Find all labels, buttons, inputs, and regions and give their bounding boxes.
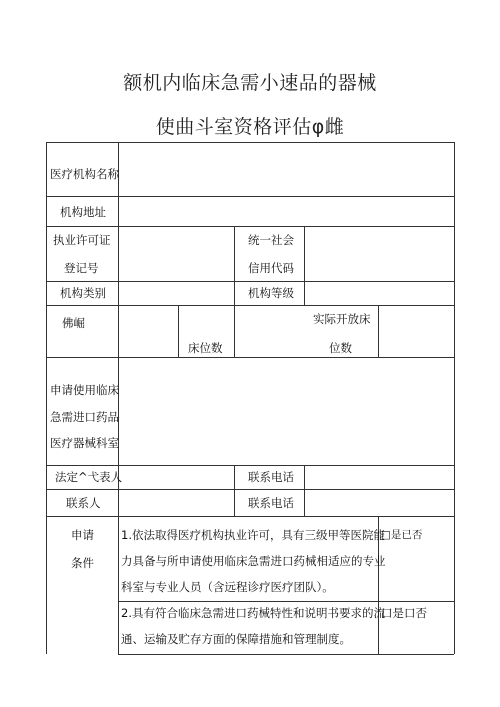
table-line: [304, 226, 305, 305]
table-line: [46, 305, 454, 306]
condition-1-line-1: 1.依法取得医疗机构执业许可，具有三级甲等医院能: [121, 528, 385, 542]
table-line: [46, 516, 454, 517]
open-beds-label-line-2: 位数: [329, 341, 352, 355]
org-name-label: 医疗机构名称: [50, 167, 119, 181]
conditions-label-line-2: 条件: [71, 556, 94, 570]
beds-label: 佛崛: [62, 316, 85, 330]
bed-count-label: 床位数: [188, 341, 223, 355]
phone-label-2: 联系电话: [248, 496, 294, 510]
table-line: [46, 142, 47, 654]
form-title-line-1: 额机内临床急需小速品的器械: [123, 72, 377, 94]
table-line: [46, 489, 454, 490]
table-line: [46, 226, 454, 227]
department-label-line-2: 急需进口药品: [50, 410, 119, 424]
table-line: [46, 196, 454, 197]
open-beds-label-line-1: 实际开放床: [313, 312, 371, 326]
department-label-line-1: 申请使用临床: [50, 383, 119, 397]
legal-rep-label: 法定^弋表人: [55, 470, 123, 484]
conditions-label-line-1: 申请: [71, 528, 94, 542]
condition-2-choice[interactable]: 口是口否: [381, 606, 427, 620]
table-line: [234, 465, 235, 516]
table-line: [454, 142, 455, 654]
credit-code-label-line-1: 统一社会: [248, 233, 294, 247]
table-line: [46, 357, 454, 358]
department-label-line-3: 医疗器械科室: [50, 436, 119, 450]
table-line: [178, 305, 179, 357]
condition-1-choice[interactable]: □是已否: [381, 529, 423, 541]
contact-label: 联系人: [66, 496, 101, 510]
org-address-label: 机构地址: [60, 205, 106, 219]
table-line: [46, 465, 454, 466]
credit-code-label-line-2: 信用代码: [248, 261, 294, 275]
phone-label-1: 联系电话: [248, 470, 294, 484]
org-type-label: 机构类别: [60, 286, 106, 300]
table-line: [118, 142, 119, 654]
condition-2-line-1: 2.具有符合临床急需进口药械特性和说明书要求的流: [121, 606, 385, 620]
table-line: [118, 654, 454, 655]
condition-2-line-2: 通、运输及贮存方面的保障措施和管理制度。: [121, 632, 351, 646]
table-line: [234, 226, 235, 357]
table-line: [46, 281, 454, 282]
license-label-line-2: 登记号: [64, 261, 99, 275]
license-label-line-1: 执业许可证: [53, 233, 111, 247]
org-level-label: 机构等级: [248, 286, 294, 300]
table-line: [118, 601, 454, 602]
condition-1-line-3: 科室与专业人员（含远程诊疗医疗团队）。: [121, 580, 334, 594]
table-line: [46, 142, 454, 143]
table-line: [378, 305, 379, 357]
form-title-line-2: 使曲斗室资格评估φ雌: [155, 116, 345, 138]
table-line: [304, 465, 305, 516]
condition-1-line-2: 力具备与所申请使用临床急需进口药械相适应的专业: [121, 554, 386, 568]
